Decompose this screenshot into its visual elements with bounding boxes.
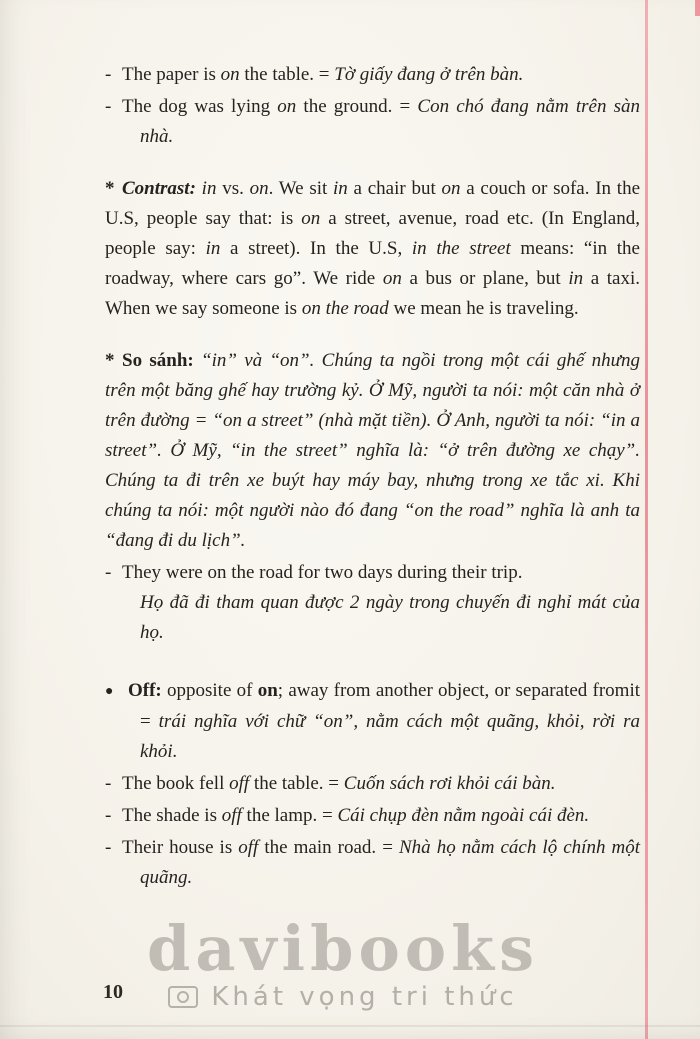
text-segment: trái nghĩa với chữ “on”, nằm cách một quãng, khỏi, rời ra khỏi.	[140, 711, 640, 762]
list-marker: *	[105, 178, 115, 199]
text-segment: in	[205, 238, 221, 259]
text-segment: The book fell	[122, 773, 230, 794]
text-segment: vs.	[216, 178, 250, 199]
text-segment: “in” và “on”. Chúng ta ngồi trong một cái ghế nhưng trên một băng ghế hay trường kỷ. Ở Mỹ, người ta nói: một căn nhà ở trên đường = “on a street” (nhà mặt tiền). Ở Anh, người ta nói: “in a street”. Ở Mỹ, “in the street” nghĩa là: “ở trên đường xe chạy”. Chúng ta đi trên xe buýt hay máy bay, nhưng trong xe tắc xi. Khi chúng ta nói: một người nào đó đang “on the road” nghĩa là anh ta “đang đi du lịch”.	[105, 350, 641, 551]
text-segment: . We sit	[268, 178, 334, 199]
text-segment: the table. =	[239, 64, 335, 85]
bullet-block	[105, 676, 640, 767]
text-segment: on	[249, 178, 269, 199]
text-segment: in	[568, 268, 584, 289]
text-segment: in	[201, 178, 217, 199]
text-segment: Con chó đang nằm trên sàn nhà.	[140, 96, 640, 147]
list-marker: -	[105, 96, 112, 117]
text-segment: Tờ giấy đang ở trên bàn.	[334, 64, 524, 85]
text-segment: The shade is	[122, 805, 222, 826]
text-segment: a street, avenue, road etc. (In England, people say:	[105, 208, 640, 259]
text-segment: in the street	[411, 238, 511, 259]
page-number: 10	[103, 981, 123, 1003]
list-marker: ●	[105, 684, 114, 699]
text-segment: Contrast:	[122, 178, 196, 199]
text-segment: off	[229, 773, 250, 794]
page-content	[105, 58, 640, 893]
text-segment: Cuốn sách rơi khỏi cái bàn.	[343, 773, 556, 794]
note-block	[105, 174, 640, 324]
text-segment: the main road. =	[258, 837, 399, 858]
text-segment: on	[441, 178, 461, 199]
text-segment: Off:	[128, 680, 162, 701]
list-marker: -	[105, 64, 112, 85]
example-block	[105, 801, 640, 831]
note-block	[105, 346, 640, 556]
text-segment: The paper is	[122, 64, 221, 85]
text-segment: the table. =	[249, 773, 344, 794]
text-segment: They were on the road for two days during their trip.	[122, 562, 523, 583]
scan-bottom-edge-artifact	[0, 1025, 700, 1027]
text-segment: in	[333, 178, 348, 199]
example-block	[105, 558, 640, 588]
text-segment: on	[277, 96, 297, 117]
text-segment: on the road	[301, 298, 389, 319]
text-segment: So sánh:	[122, 350, 194, 371]
text-segment: a bus or plane, but	[401, 268, 569, 289]
text-segment: Họ đã đi tham quan được 2 ngày trong chuyến đi nghỉ mát của họ.	[140, 592, 640, 643]
text-segment: Their house is	[122, 837, 239, 858]
text-segment: a taxi. When we say someone is	[105, 268, 641, 319]
text-segment: on	[257, 680, 278, 701]
text-segment: The dog was lying	[122, 96, 278, 117]
text-segment: ; away from another object, or separated fromit =	[140, 680, 640, 732]
text-segment: the ground. =	[296, 96, 418, 117]
list-marker: -	[105, 562, 112, 583]
example-block	[105, 769, 640, 799]
trans-block	[105, 588, 640, 648]
list-marker: *	[105, 350, 115, 371]
text-segment: opposite of	[161, 680, 258, 701]
text-segment: we mean he is traveling.	[388, 298, 579, 319]
watermark-brand: davibooks	[146, 912, 540, 985]
list-marker: -	[105, 805, 112, 826]
scan-corner-mark-artifact	[695, 0, 700, 16]
example-block	[105, 92, 640, 152]
text-segment: on	[220, 64, 240, 85]
text-segment: a couch or sofa. In the U.S, people say that: is	[105, 178, 641, 229]
watermark-tagline: Khát vọng tri thức	[211, 982, 518, 1012]
text-segment: means: “in the roadway, where cars go”. We ride	[105, 238, 640, 289]
text-segment: off	[238, 837, 259, 858]
text-segment: the lamp. =	[241, 805, 338, 826]
example-block	[105, 833, 640, 893]
text-segment: off	[221, 805, 242, 826]
text-segment: on	[382, 268, 402, 289]
davibooks-logo-icon	[168, 986, 198, 1008]
text-segment: Nhà họ nằm cách lộ chính một quãng.	[140, 837, 640, 888]
scan-binding-line-artifact	[645, 0, 648, 1039]
example-block	[105, 60, 640, 90]
text-segment: a chair but	[347, 178, 442, 199]
list-marker: -	[105, 773, 112, 794]
text-segment: on	[301, 208, 321, 229]
list-marker: -	[105, 837, 112, 858]
text-segment: a street). In the U.S,	[220, 238, 412, 259]
text-segment: Cái chụp đèn nằm ngoài cái đèn.	[337, 805, 590, 826]
